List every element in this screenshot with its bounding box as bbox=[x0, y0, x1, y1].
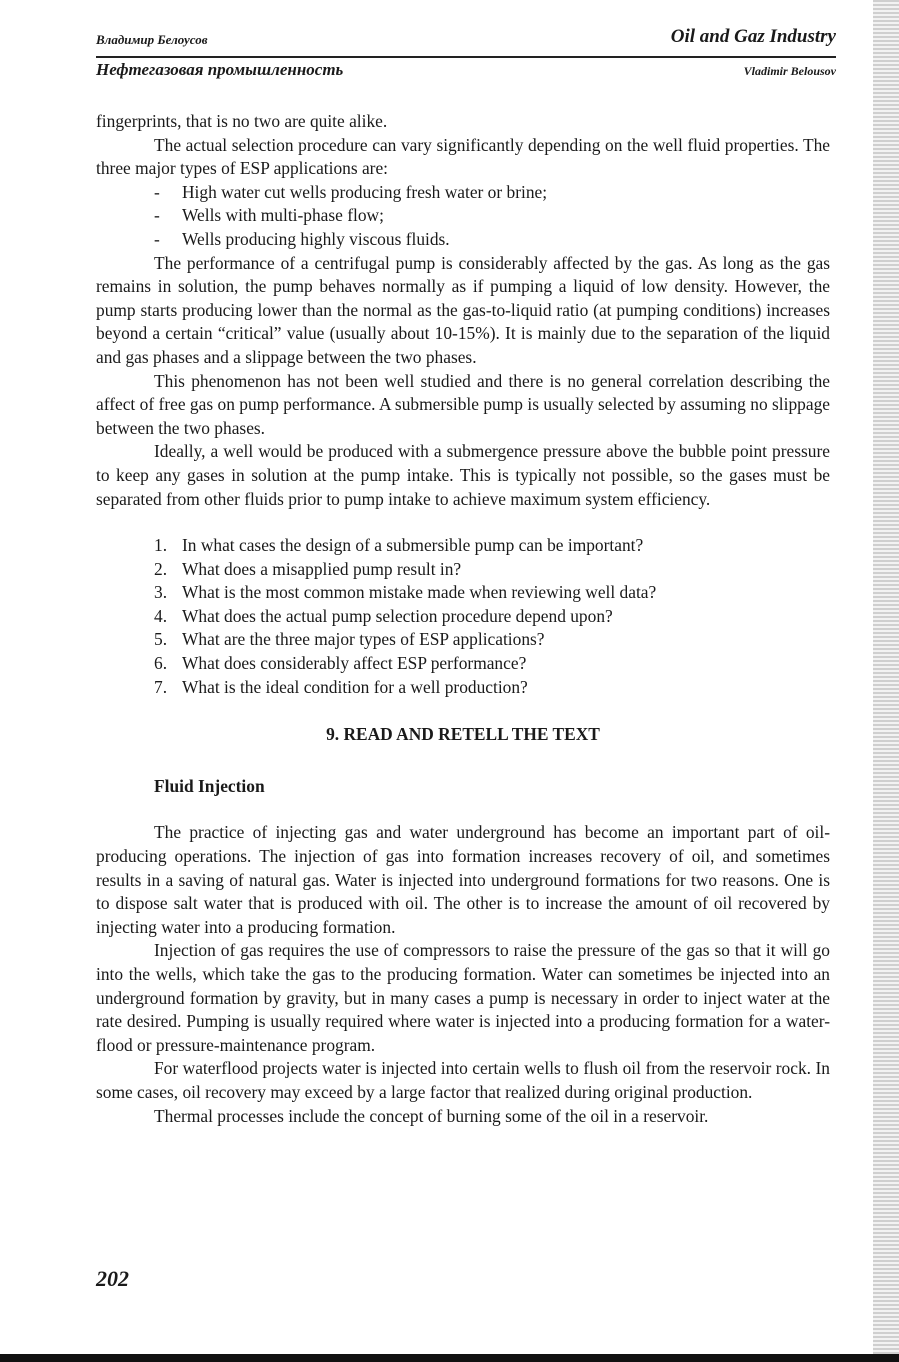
list-item: - Wells with multi-phase flow; bbox=[154, 204, 830, 228]
esp-types-list bbox=[96, 181, 830, 252]
question-text: What does the actual pump selection procedure depend upon? bbox=[182, 605, 613, 626]
subheading: Fluid Injection bbox=[154, 775, 265, 796]
list-item: - Wells producing highly viscous fluids. bbox=[154, 228, 830, 252]
paragraph: For waterflood projects water is injected into certain wells to flush oil from the reservoir rock. In some cases, oil recovery may exceed by a large factor that realized during original production. bbox=[96, 1058, 830, 1102]
header-title-en: Oil and Gaz Industry bbox=[670, 26, 836, 47]
scan-edge-right bbox=[873, 0, 899, 1362]
header-author-ru: Владимир Белоусов bbox=[96, 32, 208, 47]
question-item bbox=[154, 652, 830, 676]
question-item bbox=[154, 676, 830, 700]
question-text: In what cases the design of a submersible pump can be important? bbox=[182, 535, 644, 556]
paragraph: Thermal processes include the concept of burning some of the oil in a reservoir. bbox=[154, 1105, 709, 1126]
question-text: What does considerably affect ESP performance? bbox=[182, 653, 527, 674]
question-number: 4. bbox=[154, 605, 168, 626]
paragraph: The performance of a centrifugal pump is considerably affected by the gas. As long as the gas remains in solution, the pump behaves normally as if pumping a liquid of low density. However, the pump starts producing lower than the normal as the gas-to-liquid ratio (at pumping conditions) increases beyond a certain “critical” value (usually about 10-15%). It is mainly due to the separation of the liquid and gas phases and a slippage between the two phases. bbox=[96, 252, 830, 367]
question-text: What is the most common mistake made when reviewing well data? bbox=[182, 582, 657, 603]
running-header-top bbox=[96, 26, 836, 54]
paragraph: Injection of gas requires the use of compressors to raise the pressure of the gas so that it will go into the wells, which take the gas to the producing formation. Water can sometimes be injected into an underground formation by gravity, but in many cases a pump is necessary in order to inject water at the rate desired. Pumping is usually required where water is injected into a producing formation for a water-flood or pressure-maintenance program. bbox=[96, 940, 830, 1055]
question-number: 2. bbox=[154, 558, 168, 579]
question-item bbox=[154, 558, 830, 582]
header-title-ru: Нефтегазовая промышленность bbox=[96, 60, 344, 79]
question-number: 6. bbox=[154, 653, 168, 674]
questions-list bbox=[96, 534, 830, 699]
question-text: What does a misapplied pump result in? bbox=[182, 558, 462, 579]
question-item bbox=[154, 581, 830, 605]
paragraph: Ideally, a well would be produced with a submergence pressure above the bubble point pressure to keep any gases in solution at the pump intake. This is typically not possible, so the gases must be separated from other fluids prior to pump intake to achieve maximum system efficiency. bbox=[96, 441, 830, 509]
question-text: What is the ideal condition for a well production? bbox=[182, 676, 528, 697]
question-number: 7. bbox=[154, 676, 168, 697]
question-text: What are the three major types of ESP applications? bbox=[182, 629, 545, 650]
scan-edge-bottom bbox=[0, 1354, 899, 1362]
page-number: 202 bbox=[96, 1266, 129, 1291]
question-item bbox=[154, 628, 830, 652]
paragraph: The practice of injecting gas and water underground has become an important part of oil-producing operations. The injection of gas into formation increases recovery of oil, and sometimes results in a saving of natural gas. Water is injected into underground formations for two reasons. One is to dispose salt water that is produced with oil. The other is to increase the amount of oil recovered by injecting water into a producing formation. bbox=[96, 822, 830, 937]
running-header-bottom bbox=[96, 60, 836, 84]
question-number: 1. bbox=[154, 535, 168, 556]
page-body bbox=[96, 110, 830, 1128]
section-title: 9. READ AND RETELL THE TEXT bbox=[326, 724, 600, 745]
header-author-en: Vladimir Belousov bbox=[743, 64, 836, 78]
header-rule bbox=[96, 56, 836, 58]
question-number: 5. bbox=[154, 629, 168, 650]
paragraph: The actual selection procedure can vary significantly depending on the well fluid properties. The three major types of ESP applications are: bbox=[96, 134, 830, 179]
question-item bbox=[154, 534, 830, 558]
question-item bbox=[154, 605, 830, 629]
paragraph: fingerprints, that is no two are quite alike. bbox=[96, 111, 388, 131]
list-item: - High water cut wells producing fresh water or brine; bbox=[154, 181, 830, 205]
question-number: 3. bbox=[154, 582, 168, 603]
paragraph: This phenomenon has not been well studied and there is no general correlation describing the affect of free gas on pump performance. A submersible pump is usually selected by assuming no slippage between the two phases. bbox=[96, 370, 830, 438]
